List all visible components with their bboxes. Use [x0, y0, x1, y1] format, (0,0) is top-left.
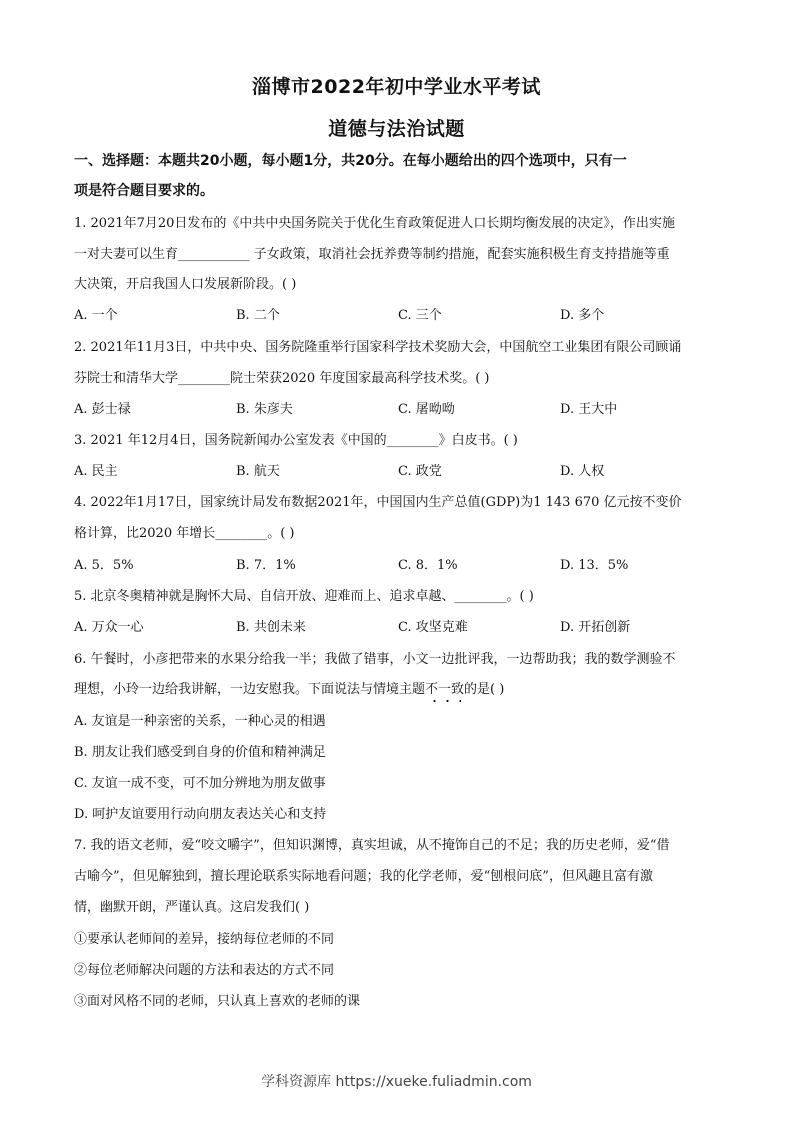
- question-5-option-a: A. 万众一心: [74, 620, 144, 635]
- question-1-line-1: 1. 2021年7月20日发布的《中共中央国务院关于优化生育政策促进人口长期均衡发展的决定》，作出实施: [74, 216, 675, 231]
- question-5-line-1: 5. 北京冬奥精神就是胸怀大局、自信开放、迎难而上、追求卓越、________。( ): [74, 589, 534, 604]
- question-4-option-a: A. 5．5%: [74, 558, 134, 573]
- question-1-options: [74, 308, 724, 324]
- question-4-options: [74, 558, 724, 574]
- question-3-options: [74, 464, 724, 480]
- section-heading-line-2: 项是符合题目要求的。: [74, 183, 214, 199]
- question-6-line-1: 6. 午餐时，小彦把带来的水果分给我一半；我做了错事，小文一边批评我，一边帮助我；我的数学测验不: [74, 652, 676, 667]
- question-3-option-a: A. 民主: [74, 464, 118, 479]
- question-6-option-d: D. 呵护友谊要用行动向朋友表达关心和支持: [74, 807, 327, 822]
- question-1-option-c: C. 三个: [398, 308, 442, 323]
- question-1-line-3: 大决策，开启我国人口发展新阶段。( ): [74, 277, 297, 292]
- question-2-option-c: C. 屠呦呦: [398, 402, 455, 417]
- question-1-option-d: D. 多个: [560, 308, 605, 323]
- question-4-option-d: D. 13．5%: [560, 558, 629, 573]
- question-4-option-b: B. 7．1%: [236, 558, 296, 573]
- question-7-statement-2: ②每位老师解决问题的方法和表达的方式不同: [74, 963, 335, 978]
- question-2-line-2: 芬院士和清华大学________院士荣获2020 年度国家最高科学技术奖。( ): [74, 371, 490, 386]
- page-subtitle: 道德与法治试题: [328, 118, 465, 140]
- question-1-option-b: B. 二个: [236, 308, 280, 323]
- question-6-line-2-pre: 理想，小玲一边给我讲解，一边安慰我。下面说法与情境主题: [74, 682, 426, 697]
- question-7-statement-1: ①要承认老师间的差异，接纳每位老师的不同: [74, 932, 335, 947]
- question-6-line-2: [74, 682, 724, 698]
- question-6-option-a: A. 友谊是一种亲密的关系，一种心灵的相遇: [74, 714, 326, 729]
- question-4-option-c: C. 8．1%: [398, 558, 458, 573]
- question-3-option-d: D. 人权: [560, 464, 605, 479]
- question-2-option-d: D. 王大中: [560, 402, 618, 417]
- question-2-option-b: B. 朱彦夫: [236, 402, 293, 417]
- question-4-line-2: 格计算，比2020 年增长________。( ): [74, 526, 295, 541]
- question-3-option-c: C. 政党: [398, 464, 442, 479]
- question-6-option-b: B. 朋友让我们感受到自身的价值和精神满足: [74, 745, 326, 760]
- question-1-option-a: A. 一个: [74, 308, 118, 323]
- question-1-line-2: 一对夫妻可以生育___________ 子女政策，取消社会抚养费等制约措施，配套实施积极生育支持措施等重: [74, 247, 670, 262]
- question-5-option-b: B. 共创未来: [236, 620, 306, 635]
- question-3-option-b: B. 航天: [236, 464, 280, 479]
- question-4-line-1: 4. 2022年1月17日，国家统计局发布数据2021年，中国国内生产总值(GDP)为1 143 670 亿元按不变价: [74, 495, 682, 510]
- question-7-line-3: 情，幽默开朗，严谨认真。这启发我们( ): [74, 900, 310, 915]
- section-heading-line-1: 一、选择题：本题共20小题，每小题1分，共20分。在每小题给出的四个选项中，只有一: [74, 153, 627, 169]
- question-2-line-1: 2. 2021年11月3日，中共中央、国务院隆重举行国家科学技术奖励大会，中国航空工业集团有限公司顾诵: [74, 340, 682, 355]
- question-5-options: [74, 620, 724, 636]
- page-title: 淄博市2022年初中学业水平考试: [252, 76, 541, 98]
- question-5-option-d: D. 开拓创新: [560, 620, 631, 635]
- question-2-options: [74, 402, 724, 418]
- question-7-line-2: 古喻今”，但见解独到，擅长理论联系实际地看问题；我的化学老师，爱“刨根问底”，但风趣且富有激: [74, 869, 653, 884]
- question-6-emphasis-text: 不一致: [425, 682, 465, 697]
- question-7-line-1: 7. 我的语文老师，爱“咬文嚼字”，但知识渊博，真实坦诚，从不掩饰自己的不足；我的历史老师，爱“借: [74, 838, 670, 853]
- question-6-option-c: C. 友谊一成不变，可不加分辨地为朋友做事: [74, 776, 326, 791]
- question-2-option-a: A. 彭士禄: [74, 402, 131, 417]
- footer-watermark-link[interactable]: 学科资源库 https://xueke.fuliadmin.com: [261, 1074, 532, 1090]
- question-5-option-c: C. 攻坚克难: [398, 620, 468, 635]
- question-7-statement-3: ③面对风格不同的老师，只认真上喜欢的老师的课: [74, 994, 361, 1009]
- question-3-line-1: 3. 2021 年12月4日，国务院新闻办公室发表《中国的________》白皮书。( ): [74, 433, 518, 448]
- question-6-line-2-post: 的是( ): [464, 682, 505, 697]
